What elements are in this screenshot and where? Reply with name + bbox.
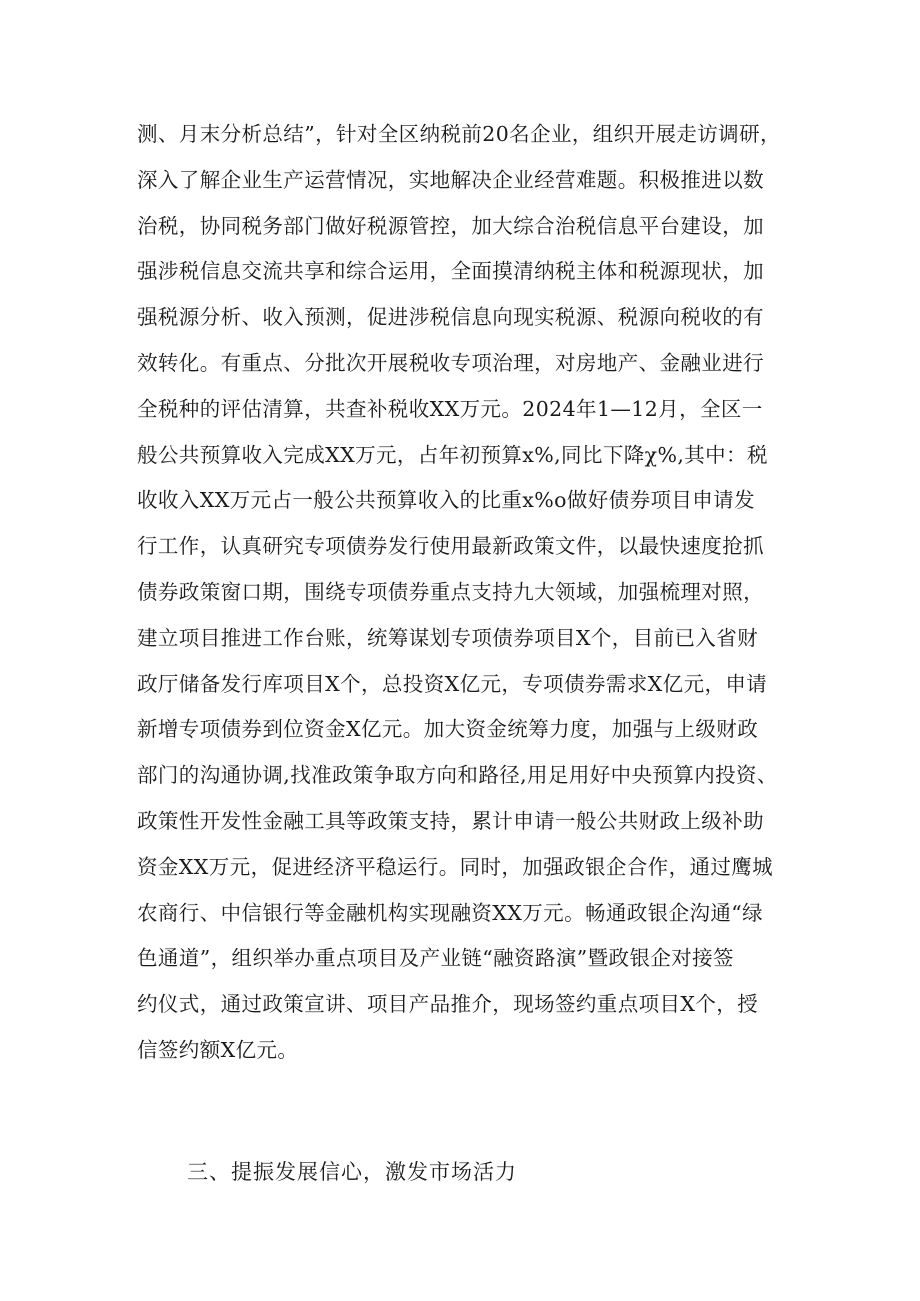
text-line: 测、月末分析总结”，针对全区纳税前20名企业，组织开展走访调研， [137,122,781,146]
text-line: 行工作，认真研究专项债券发行使用最新政策文件，以最快速度抢抓 [137,534,764,559]
text-line: 资金XX万元，促进经济平稳运行。同时，加强政银企合作，通过鹰城 [137,854,774,879]
section-heading: 三、提振发展信心，激发市场活力 [187,1160,517,1184]
text-line: 新增专项债券到位资金X亿元。加大资金统筹力度，加强与上级财政 [137,717,759,742]
text-line: 色通道”，组织举办重点项目及产业链“融资路演”暨政银企对接签 [137,946,734,971]
body-text [137,112,797,1074]
text-line: 建立项目推进工作台账，统筹谋划专项债券项目X个，目前已入省财 [137,625,759,650]
text-line: 农商行、中信银行等金融机构实现融资XX万元。畅通政银企沟通“绿 [137,900,764,925]
text-line: 政策性开发性金融工具等政策支持，累计申请一般公共财政上级补助 [137,808,764,833]
text-line: 般公共预算收入完成XX万元，占年初预算x%,同比下降χ%,其中：税 [137,442,768,467]
text-line: 强税源分析、收入预测，促进涉税信息向现实税源、税源向税收的有 [137,305,764,330]
text-line: 信签约额X亿元。 [137,1037,299,1062]
text-line: 约仪式，通过政策宣讲、项目产品推介，现场签约重点项目X个，授 [137,992,759,1017]
text-line: 强涉税信息交流共享和综合运用，全面摸清纳税主体和税源现状，加 [137,259,764,284]
text-line: 债券政策窗口期，围绕专项债券重点支持九大领域，加强梳理对照， [137,579,764,604]
text-line: 部门的沟通协调,找准政策争取方向和路径,用足用好中央预算内投资、 [137,763,778,788]
text-line: 收收入XX万元占一般公共预算收入的比重x%o做好债券项目申请发 [137,488,755,513]
text-line: 政厅储备发行库项目X个，总投资X亿元，专项债券需求X亿元，申请 [137,671,768,696]
text-line: 治税，协同税务部门做好税源管控，加大综合治税信息平台建设，加 [137,213,764,238]
text-line: 深入了解企业生产运营情况，实地解决企业经营难题。积极推进以数 [137,167,764,192]
text-line: 全税种的评估清算，共查补税收XX万元。2024年1—12月，全区一 [137,396,763,421]
text-line: 效转化。有重点、分批次开展税收专项治理，对房地产、金融业进行 [137,350,764,375]
